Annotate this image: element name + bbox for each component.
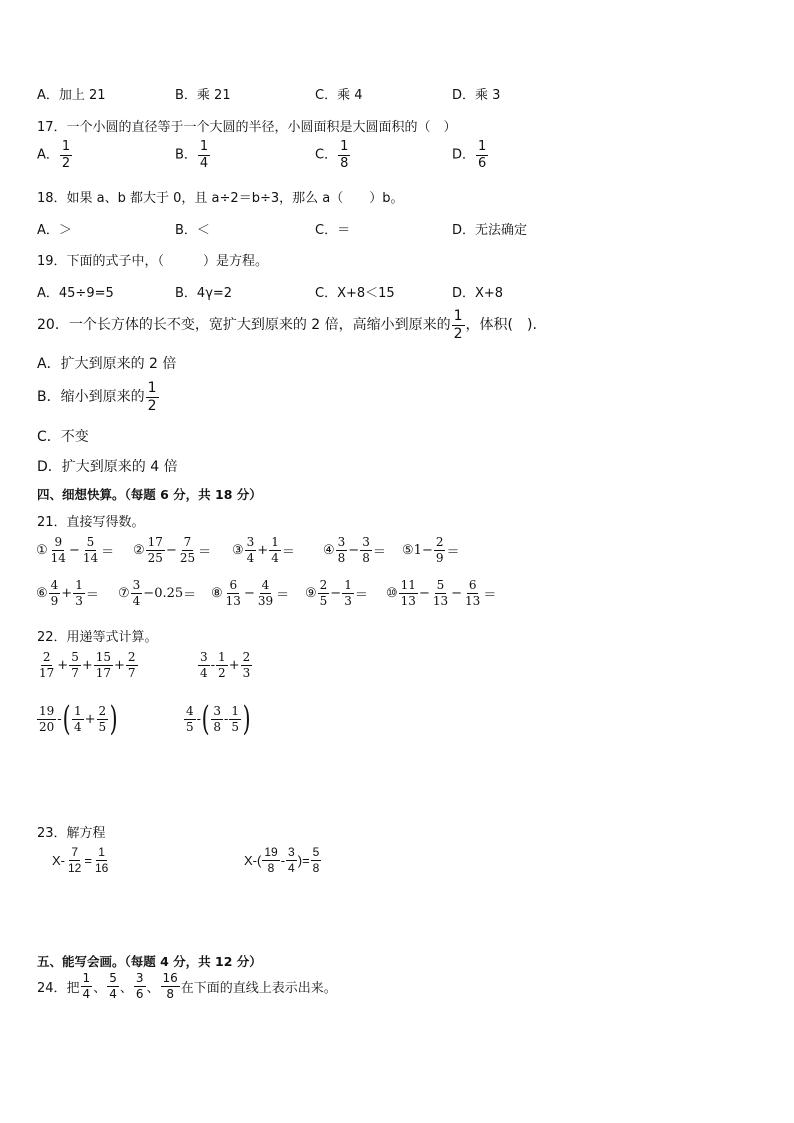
q19-stem: 19．下面的式子中，（ ）是方程。 (37, 254, 269, 269)
q20-option-c: C．不变 (37, 429, 89, 445)
q21-expression-3: ③ $\frac{3}{4}$ + $\frac{1}{4}$ ＝ (232, 535, 295, 565)
q17-option-c: C． $\frac{1}{8}$ (315, 139, 349, 171)
q24-stem: 24．把 $\frac{1}{4}$ 、 $\frac{5}{4}$ 、 $\frac{3}{6}$ 、 $\frac{16}{8}$ 在下面的直线上表示出来。 (37, 971, 337, 1001)
q18-option-d: D．无法确定 (452, 223, 528, 238)
q18-option-b: B．＜ (175, 223, 210, 238)
q19-option-a: A．45÷9=5 (37, 286, 114, 301)
q22-expression-4: $\frac{4}{5}$ - ( $\frac{3}{8}$ - $\frac{1}{5}$ ) (186, 699, 251, 739)
q19-option-d: D．X+8 (452, 286, 504, 301)
q21-expression-8: ⑧ $\frac{6}{13}$ − $\frac{4}{39}$ ＝ (211, 578, 290, 608)
q23-stem: 23．解方程 (37, 826, 106, 841)
q21-expression-4: ④ $\frac{3}{8}$ − $\frac{3}{8}$ ＝ (323, 535, 386, 565)
q23-equation-1: X- $\frac{7}{12}$ = $\frac{1}{16}$ (52, 845, 109, 875)
q21-expression-9: ⑨ $\frac{2}{5}$ − $\frac{1}{3}$ ＝ (305, 578, 368, 608)
q21-expression-1: ① $\frac{9}{14}$ − $\frac{5}{14}$ ＝ (36, 535, 115, 565)
q20-option-b: B．缩小到原来的 $\frac{1}{2}$ (37, 380, 157, 414)
q16-option-d: D．乘 3 (452, 88, 501, 103)
q22-expression-1: $\frac{2}{17}$ + $\frac{5}{7}$ + $\frac{15}{17}$ + $\frac{2}{7}$ (39, 650, 136, 680)
q21-expression-6: ⑥ $\frac{4}{9}$ + $\frac{1}{3}$ ＝ (36, 578, 99, 608)
q17-option-a: A． $\frac{1}{2}$ (37, 139, 71, 171)
q17-option-b: B． $\frac{1}{4}$ (175, 139, 209, 171)
q18-stem: 18．如果 a、b 都大于 0，且 a÷2＝b÷3，那么 a（ ）b。 (37, 191, 404, 206)
q18-option-a: A．＞ (37, 223, 72, 238)
q20-option-a: A．扩大到原来的 2 倍 (37, 356, 177, 372)
q21-expression-2: ② $\frac{17}{25}$ − $\frac{7}{25}$ ＝ (133, 535, 212, 565)
q17-stem: 17．一个小圆的直径等于一个大圆的半径，小圆面积是大圆面积的（ ） (37, 120, 457, 135)
q20-option-d: D．扩大到原来的 4 倍 (37, 459, 178, 475)
q22-expression-3: $\frac{19}{20}$ - ( $\frac{1}{4}$ + $\frac{2}{5}$ ) (39, 699, 118, 739)
q23-equation-2: X-( $\frac{19}{8}$ - $\frac{3}{4}$ )= $\frac{5}{8}$ (244, 845, 320, 875)
q22-stem: 22．用递等式计算。 (37, 630, 158, 645)
q17-option-d: D． $\frac{1}{6}$ (452, 139, 487, 171)
q21-expression-10: ⑩ $\frac{11}{13}$ − $\frac{5}{13}$ − $\frac{6}{13}$ ＝ (386, 578, 497, 608)
section-4-title: 四、细想快算。（每题 6 分，共 18 分） (37, 487, 262, 502)
q16-option-c: C．乘 4 (315, 88, 363, 103)
q16-option-a: A．加上 21 (37, 88, 106, 103)
section-5-title: 五、能写会画。（每题 4 分，共 12 分） (37, 954, 262, 969)
q21-expression-7: ⑦ $\frac{3}{4}$ − 0.25 ＝ (118, 578, 197, 608)
q18-option-c: C．＝ (315, 223, 351, 238)
q19-option-b: B．4γ=2 (175, 286, 233, 301)
q22-expression-2: $\frac{3}{4}$ - $\frac{1}{2}$ + $\frac{2}{3}$ (200, 650, 251, 680)
q16-option-b: B．乘 21 (175, 88, 231, 103)
q21-expression-5: ⑤ 1 − $\frac{2}{9}$ ＝ (402, 535, 460, 565)
q21-stem: 21．直接写得数。 (37, 515, 145, 530)
q20-stem: 20．一个长方体的长不变，宽扩大到原来的 2 倍，高缩小到原来的 $\frac{1}{2}$ ，体积( ). (37, 308, 537, 342)
q19-option-c: C．X+8＜15 (315, 286, 395, 301)
